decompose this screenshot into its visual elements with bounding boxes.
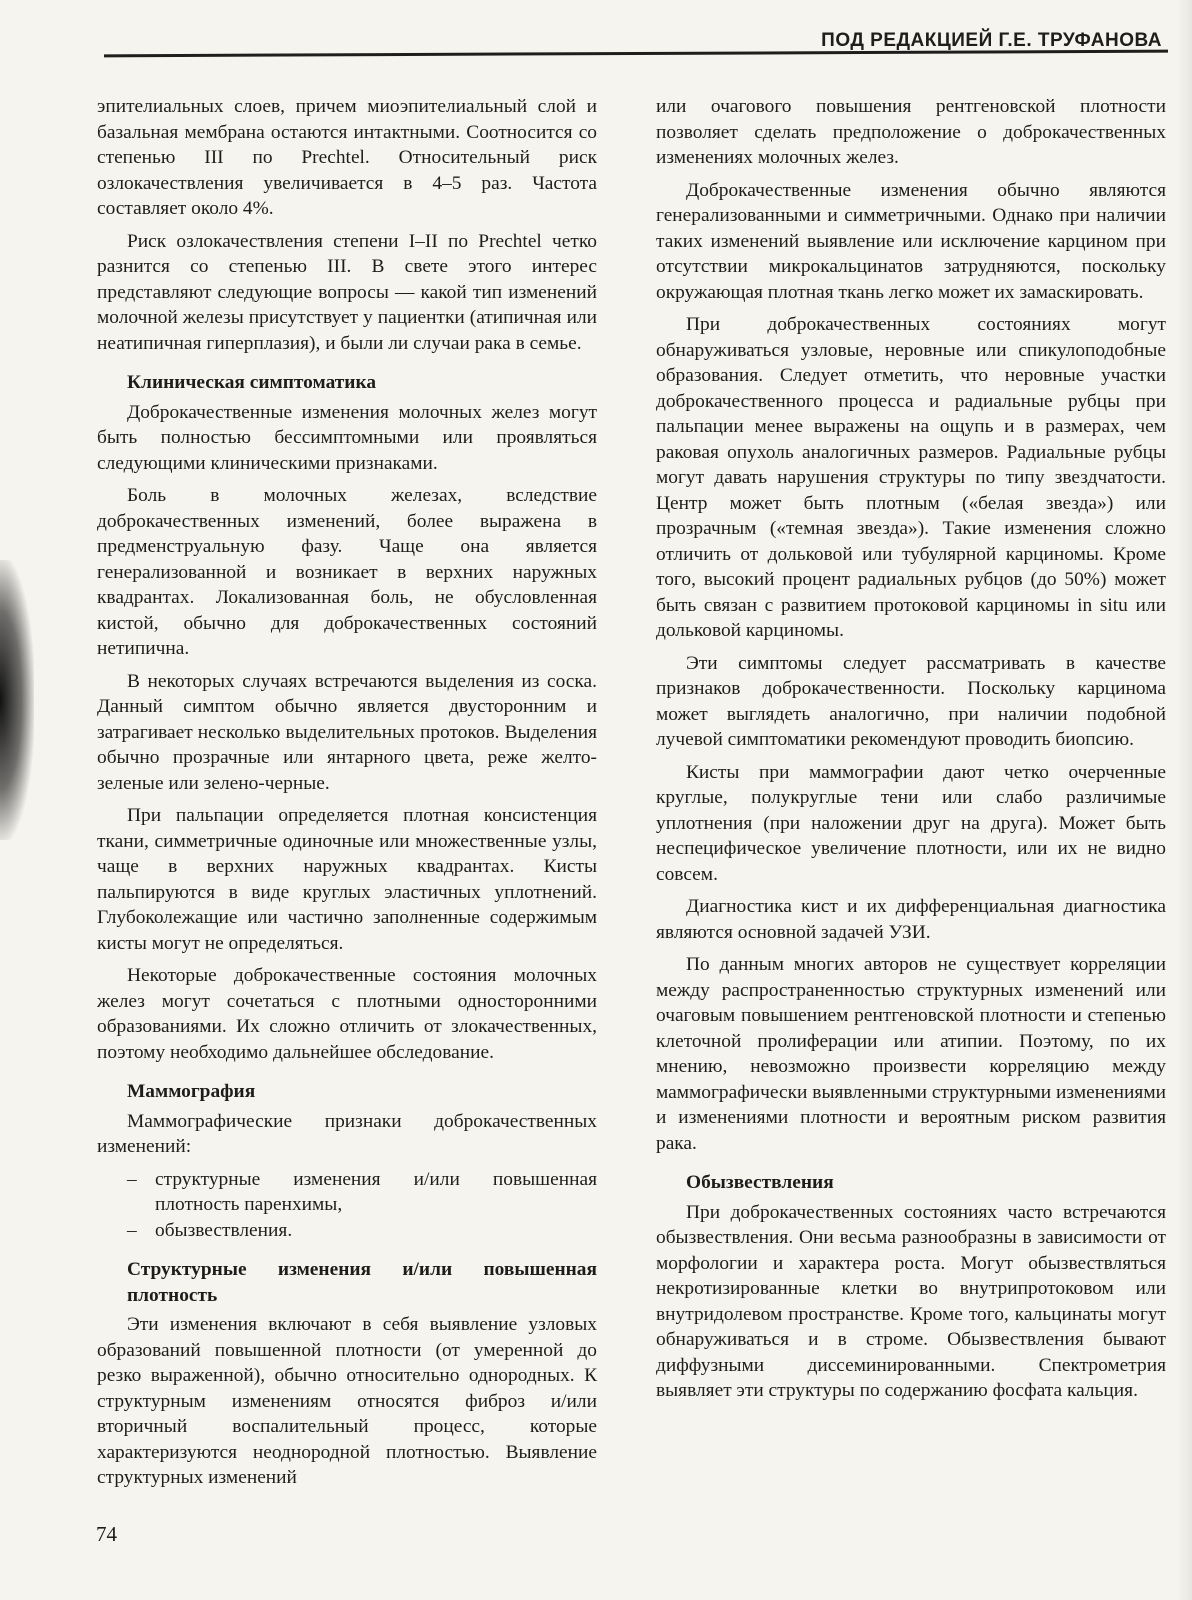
paragraph: Некоторые доброкачественные состояния молочных желез могут сочетаться с плотными односторонними образованиями. Их сложно отличить от злокачественных, поэтому необходимо дальнейшее обследование.: [97, 965, 597, 1063]
paragraph: Диагностика кист и их дифференциальная диагностика являются основной задачей УЗИ.: [656, 896, 1166, 943]
list-item: [97, 1167, 597, 1218]
paragraph: или очагового повышения рентгеновской плотности позволяет сделать предположение о доброкачественных изменениях молочных желез.: [656, 96, 1166, 168]
section-heading: Клиническая симптоматика: [127, 372, 377, 393]
section-heading: Структурные изменения и/или повышенная плотность: [127, 1259, 597, 1306]
paragraph: Эти изменения включают в себя выявление узловых образований повышенной плотности (от умеренной до резко выраженной), обычно относительно однородных. К структурным изменениям относятся фиброз и/или вторичный воспалительный процесс, которые характеризуются неоднородной плотностью. Выявление структурных изменений: [97, 1314, 597, 1488]
binding-shadow: [0, 560, 34, 840]
paragraph: Доброкачественные изменения молочных желез могут быть полностью бессимптомными или проявляться следующими клиническими признаками.: [97, 401, 597, 474]
paragraph: По данным многих авторов не существует корреляции между распространенностью структурных изменений или очаговым повышением рентгеновской плотности и степенью клеточной пролиферации или атипии. Поэтому, по их мнению, невозможно произвести корреляцию между маммографически выявленными структурными изменениями и изменениями плотности и вероятным риском развития рака.: [656, 954, 1166, 1154]
paragraph: В некоторых случаях встречаются выделения из соска. Данный симптом обычно является двусторонним и затрагивает несколько выделительных протоков. Выделения обычно прозрачные или янтарного цвета, реже желто-зеленые или зелено-черные.: [97, 670, 597, 794]
bullet-list: [97, 1167, 597, 1244]
list-item-text: обызвествления.: [155, 1219, 293, 1241]
paragraph: При доброкачественных состояниях часто встречаются обызвествления. Они весьма разнообразны в зависимости от морфологии и характера роста. Могут обызвествляться некротизированные клетки во внутрипротоковом или внутридолевом пространстве. Кроме того, кальцинаты могут обнаруживаться и в строме. Обызвествления бывают диффузными диссеминированными. Спектрометрия выявляет эти структуры по содержанию фосфата кальция.: [656, 1201, 1166, 1401]
paragraph: При пальпации определяется плотная консистенция ткани, симметричные одиночные или множественные узлы, чаще в верхних наружных квадрантах. Кисты пальпируются в виде круглых эластичных уплотнений. Глубоколежащие или частично заполненные содержимым кисты могут не определяться.: [97, 805, 597, 954]
paragraph: Эти симптомы следует рассматривать в качестве признаков доброкачественности. Поскольку карцинома может выглядеть аналогично, при наличии подобной лучевой симптоматики рекомендуют проводить биопсию.: [656, 652, 1166, 750]
dash-bullet: –: [127, 1219, 137, 1241]
left-column: [97, 94, 597, 1498]
paragraph: Риск озлокачествления степени I–II по Prechtel четко разнится со степенью III. В свете этого интерес представляют следующие вопросы — какой тип изменений молочной железы присутствует у пациентки (атипичная или неатипичная гиперплазия), и были ли случаи рака в семье.: [97, 230, 597, 354]
running-header: ПОД РЕДАКЦИЕЙ Г.Е. ТРУФАНОВА: [821, 30, 1162, 51]
paragraph: При доброкачественных состояниях могут обнаруживаться узловые, неровные или спикулоподобные образования. Следует отметить, что неровные участки доброкачественного процесса и радиальные рубцы при пальпации менее выражены на ощупь и в размерах, чем раковая опухоль аналогичных размеров. Радиальные рубцы могут давать нарушения структуры по типу звездчатости. Центр может быть плотным («белая звезда») или прозрачным («темная звезда»). Такие изменения сложно отличить от дольковой или тубулярной карциномы. Кроме того, высокий процент радиальных рубцов (до 50%) может быть связан с развитием протоковой карциномы in situ или дольковой карциномы.: [656, 314, 1166, 641]
dash-bullet: –: [127, 1168, 137, 1190]
section-heading: Обызвествления: [686, 1172, 834, 1193]
page-number: 74: [96, 1522, 117, 1546]
paragraph: Доброкачественные изменения обычно являются генерализованными и симметричными. Однако при наличии таких изменений выявление или исключение карцином при отсутствии микрокальцинатов затрудняются, поскольку окружающая плотная ткань легко может их замаскировать.: [656, 179, 1166, 303]
paragraph: Маммографические признаки доброкачественных изменений:: [97, 1110, 597, 1157]
page-edge: [1176, 0, 1192, 1600]
list-item-text: структурные изменения и/или повышенная плотность паренхимы,: [155, 1168, 597, 1215]
right-column: [656, 94, 1166, 1411]
paragraph: Боль в молочных железах, вследствие доброкачественных изменений, более выражена в предменструальную фазу. Чаще она является генерализованной и возникает в верхних наружных квадрантах. Локализованная боль, не обусловленная кистой, обычно для доброкачественных состояний нетипична.: [97, 485, 597, 659]
list-item: [97, 1218, 597, 1244]
section-heading: Маммография: [127, 1081, 256, 1102]
paragraph: эпителиальных слоев, причем миоэпителиальный слой и базальная мембрана остаются интактными. Соотносится со степенью III по Prechtel. Относительный риск озлокачествления увеличивается в 4–5 раз. Частота составляет около 4%.: [97, 96, 597, 219]
paragraph: Кисты при маммографии дают четко очерченные круглые, полукруглые тени или слабо различимые уплотнения (при наложении друг на друга). Может быть неспецифическое увеличение плотности, или их не видно совсем.: [656, 761, 1166, 885]
